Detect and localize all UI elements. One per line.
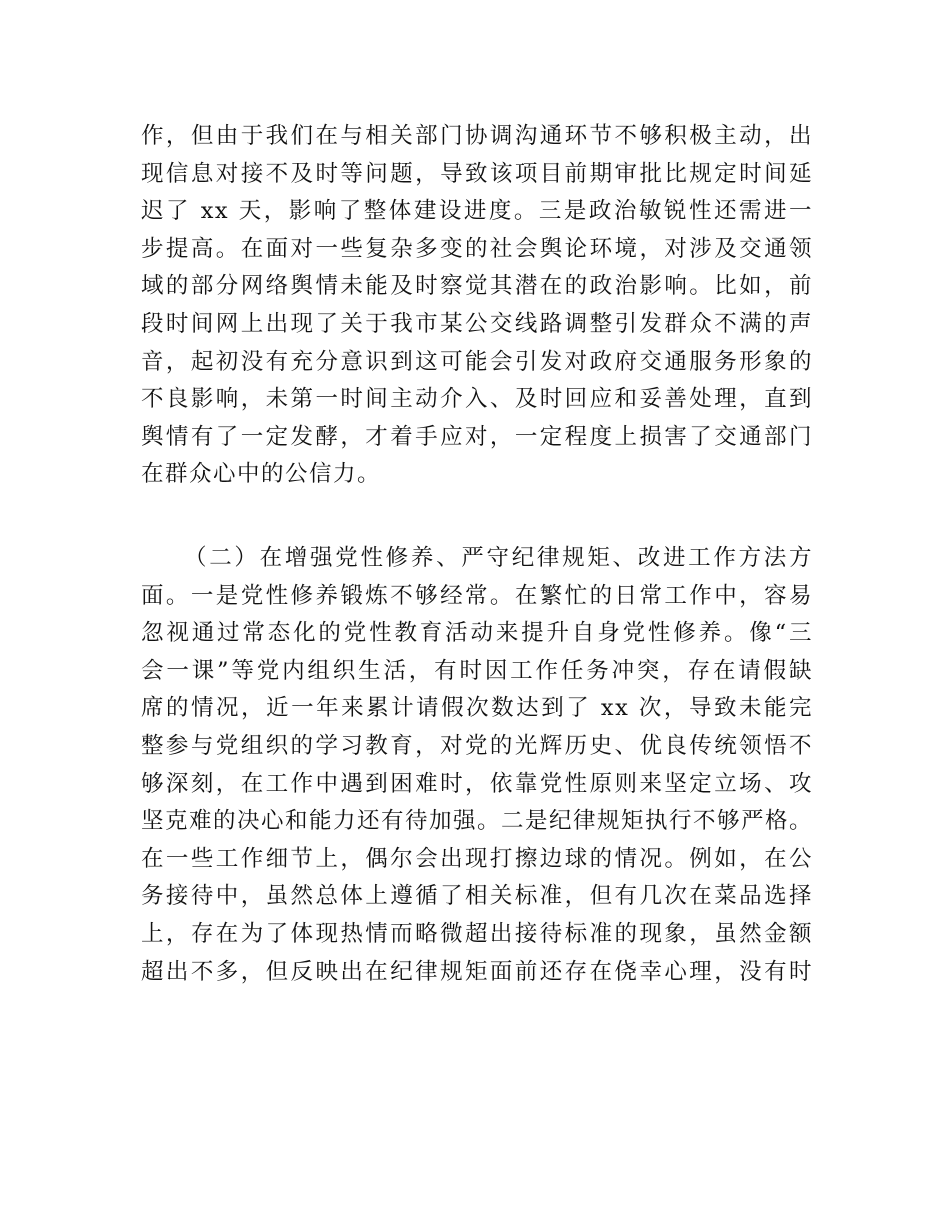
text-line: 现信息对接不及时等问题，导致该项目前期审批比规定时间延 [141, 160, 813, 187]
text-line: 迟了 xx 天，影响了整体建设进度。三是政治敏锐性还需进一 [141, 198, 813, 225]
text-line: 够深刻，在工作中遇到困难时，依靠党性原则来坚定立场、攻 [141, 770, 813, 797]
text-line: 在群众心中的公信力。 [141, 461, 382, 488]
text-line: 务接待中，虽然总体上遵循了相关标准，但有几次在菜品选择 [141, 883, 813, 910]
text-line: 作，但由于我们在与相关部门协调沟通环节不够积极主动，出 [141, 123, 813, 149]
text-line: 步提高。在面对一些复杂多变的社会舆论环境，对涉及交通领 [141, 235, 813, 262]
text-line: 席的情况，近一年来累计请假次数达到了 xx 次，导致未能完 [141, 695, 813, 722]
section-heading-line: （二）在增强党性修养、严守纪律规矩、改进工作方法方 [184, 545, 813, 571]
text-line: 忽视通过常态化的党性教育活动来提升自身党性修养。像“三 [141, 620, 813, 647]
text-line: 面。一是党性修养锻炼不够经常。在繁忙的日常工作中，容易 [141, 582, 813, 609]
text-line: 域的部分网络舆情未能及时察觉其潜在的政治影响。比如，前 [141, 273, 813, 300]
text-line: 上，存在为了体现热情而略微超出接待标准的现象，虽然金额 [141, 920, 813, 947]
text-line: 坚克难的决心和能力还有待加强。二是纪律规矩执行不够严格。 [141, 808, 814, 835]
text-line: 段时间网上出现了关于我市某公交线路调整引发群众不满的声 [141, 310, 813, 337]
paragraph-2 [141, 540, 813, 991]
text-line: 舆情有了一定发酵，才着手应对，一定程度上损害了交通部门 [141, 423, 813, 450]
text-line: 会一课”等党内组织生活，有时因工作任务冲突，存在请假缺 [141, 657, 813, 684]
paragraph-1 [141, 118, 813, 494]
text-line: 整参与党组织的学习教育，对党的光辉历史、优良传统领悟不 [141, 732, 813, 759]
text-line: 在一些工作细节上，偶尔会出现打擦边球的情况。例如，在公 [141, 845, 813, 872]
text-line: 音，起初没有充分意识到这可能会引发对政府交通服务形象的 [141, 348, 813, 375]
text-line: 不良影响，未第一时间主动介入、及时回应和妥善处理，直到 [141, 386, 813, 413]
text-line: 超出不多，但反映出在纪律规矩面前还存在侥幸心理，没有时 [141, 958, 813, 985]
